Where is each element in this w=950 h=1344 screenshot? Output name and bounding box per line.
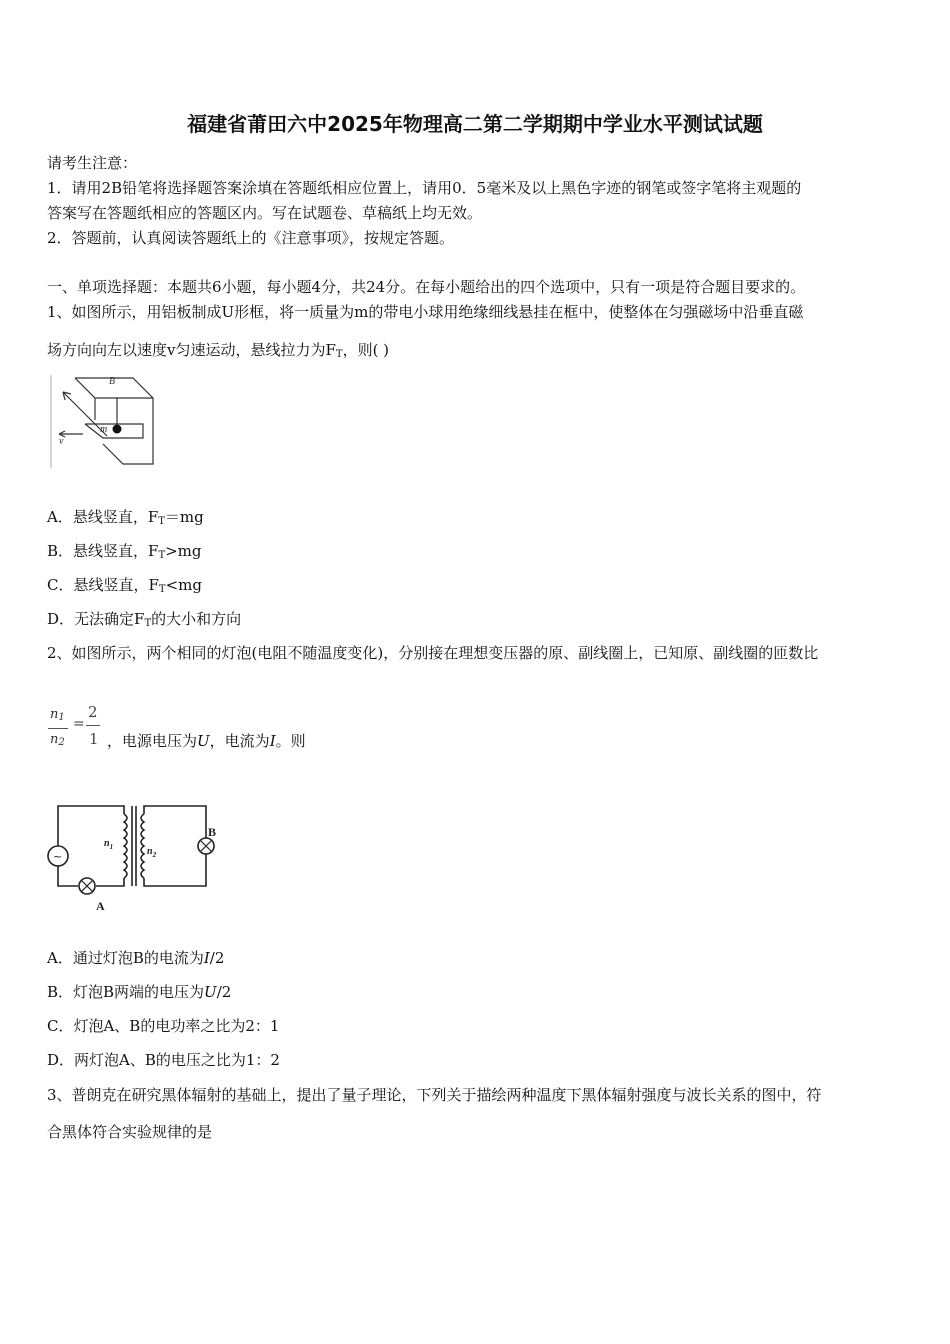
- q1-option-d[interactable]: D．无法确定$F_T$的大小和方向: [47, 610, 242, 629]
- ratio-numerator: 2: [88, 703, 98, 721]
- secondary-wire-top: [144, 806, 206, 838]
- notice-heading: 请考生注意：: [47, 154, 138, 172]
- lamp-b-cross: [200, 840, 212, 852]
- q3-line-1: 3、普朗克在研究黑体辐射的基础上，提出了量子理论，下列关于描绘两种温度下黑体辐射强度与波长关系的图中，符: [47, 1086, 822, 1104]
- charged-ball: [113, 425, 122, 434]
- notice-line-1: 1．请用2B铅笔将选择题答案涂填在答题纸相应位置上，请用0．5毫米及以上黑色字迹的钢笔或签字笔将主观题的: [47, 179, 802, 197]
- ratio-equals: =: [73, 716, 85, 732]
- frame-outline: [75, 378, 153, 464]
- m-label: m: [100, 424, 108, 435]
- ac-source-symbol: ~: [53, 850, 63, 863]
- page-title: 福建省莆田六中2025年物理高二第二学期期中学业水平测试试题: [187, 112, 763, 136]
- notice-line-3: 2．答题前，认真阅读答题纸上的《注意事项》，按规定答题。: [47, 229, 455, 247]
- ratio-n1: $n_1$: [50, 707, 65, 723]
- v-label: v: [59, 436, 64, 447]
- q1-option-c[interactable]: C．悬线竖直，$F_T<mg$: [47, 576, 202, 595]
- primary-wire-bottom-left: [58, 866, 78, 886]
- q1-u-frame-figure: [45, 372, 157, 470]
- ratio-denominator: 1: [89, 730, 99, 748]
- primary-wire-bottom-right: [96, 878, 124, 886]
- primary-wire-top: [58, 806, 124, 846]
- q1-option-a[interactable]: A．悬线竖直，$F_T=mg$: [47, 508, 204, 527]
- q2-line-2: ，电源电压为U，电流为I。则: [107, 732, 306, 750]
- turns-ratio-fraction: [46, 703, 106, 755]
- q2-line-1: 2、如图所示，两个相同的灯泡(电阻不随温度变化)，分别接在理想变压器的原、副线圈上，已知原、副线圈的匝数比: [47, 644, 819, 662]
- lamp-a-cross: [81, 880, 93, 892]
- n2-label: $n_2$: [147, 846, 157, 859]
- q2-option-c[interactable]: C．灯泡A、B的电功率之比为2：1: [47, 1017, 280, 1035]
- q2-transformer-circuit: [44, 800, 224, 915]
- q2-option-a[interactable]: A．通过灯泡B的电流为I/2: [47, 949, 225, 967]
- section-heading: 一、单项选择题：本题共6小题，每小题4分，共24分。在每小题给出的四个选项中，只有一项是符合题目要求的。: [47, 278, 806, 296]
- lamp-b-label: B: [208, 825, 217, 839]
- b-label: B: [109, 376, 116, 387]
- q2-option-b[interactable]: B．灯泡B两端的电压为U/2: [47, 983, 232, 1001]
- q1-option-b[interactable]: B．悬线竖直，$F_T>mg$: [47, 542, 202, 561]
- secondary-coil: [141, 814, 144, 878]
- primary-coil: [124, 814, 127, 878]
- n1-label: $n_1$: [104, 838, 114, 851]
- q3-line-2: 合黑体符合实验规律的是: [47, 1123, 213, 1141]
- ratio-bar-right: [86, 725, 100, 726]
- ratio-n2: $n_2$: [50, 732, 65, 748]
- q1-line-1: 1、如图所示，用铝板制成U形框，将一质量为m的带电小球用绝缘细线悬挂在框中，使整体在匀强磁场中沿垂直磁: [47, 303, 804, 321]
- q2-option-d[interactable]: D．两灯泡A、B的电压之比为1：2: [47, 1051, 280, 1069]
- q1-line-2: 场方向向左以速度v匀速运动，悬线拉力为$F_T$，则( ): [47, 341, 390, 360]
- lamp-a-label: A: [96, 899, 105, 913]
- ratio-bar-left: [48, 728, 68, 729]
- notice-line-2: 答案写在答题纸相应的答题区内。写在试题卷、草稿纸上均无效。: [47, 204, 483, 222]
